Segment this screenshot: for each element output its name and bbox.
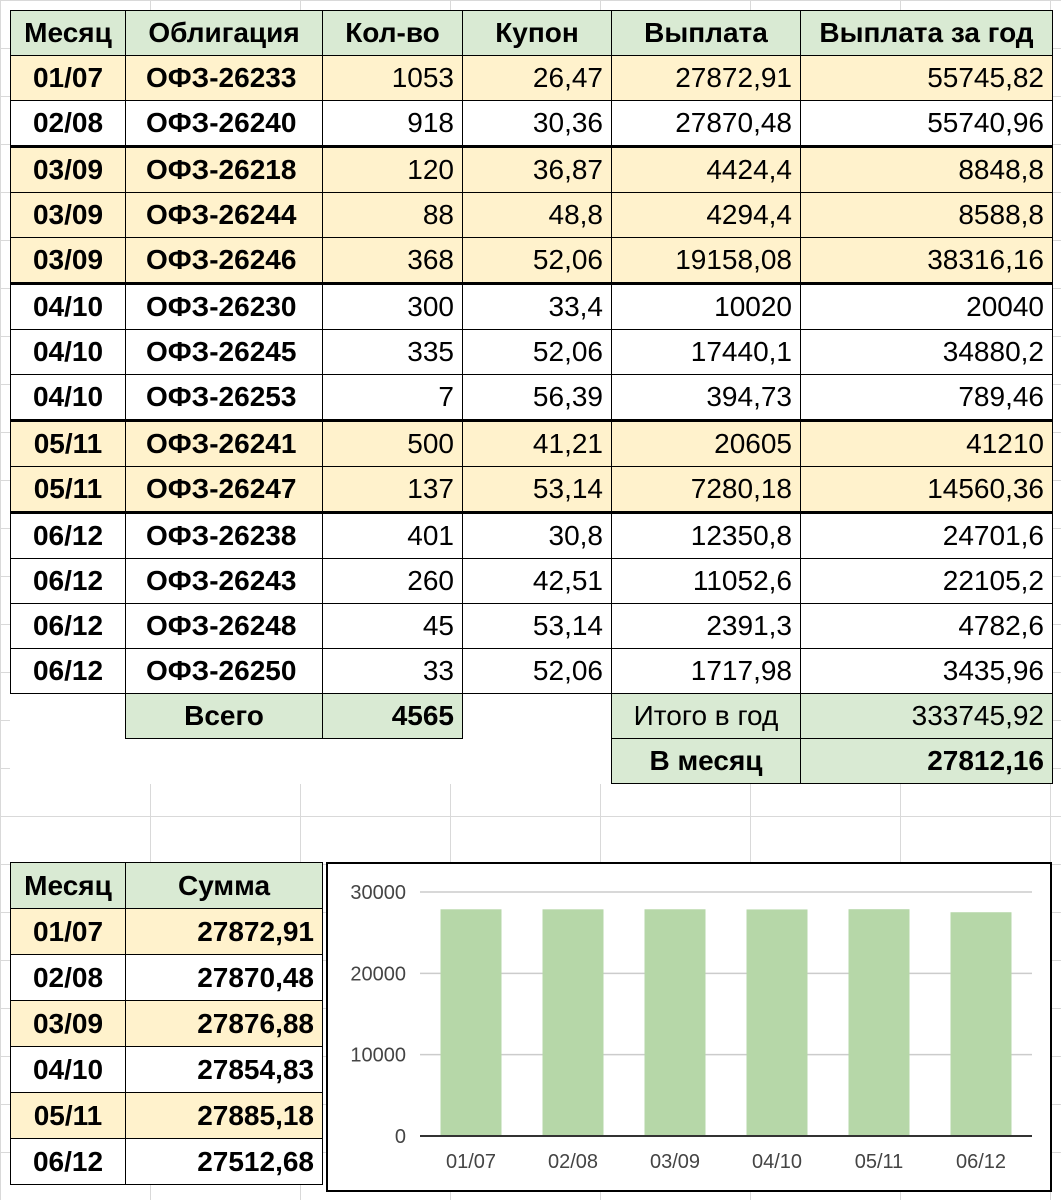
empty-cell[interactable] bbox=[323, 739, 463, 784]
cell-month[interactable]: 02/08 bbox=[11, 101, 126, 147]
sum-cell-value[interactable]: 27512,68 bbox=[126, 1139, 323, 1185]
cell-month[interactable]: 05/11 bbox=[11, 467, 126, 513]
cell-bond[interactable]: ОФЗ-26253 bbox=[126, 375, 323, 421]
cell-bond[interactable]: ОФЗ-26238 bbox=[126, 513, 323, 559]
cell-payment-year[interactable]: 24701,6 bbox=[801, 513, 1053, 559]
sum-cell-value[interactable]: 27854,83 bbox=[126, 1047, 323, 1093]
cell-bond[interactable]: ОФЗ-26243 bbox=[126, 559, 323, 604]
x-tick-label: 03/09 bbox=[649, 1151, 701, 1173]
cell-payment-year[interactable]: 34880,2 bbox=[801, 330, 1053, 375]
sum-row bbox=[11, 1093, 323, 1139]
year-total-value[interactable]: 333745,92 bbox=[801, 694, 1053, 739]
cell-coupon[interactable]: 26,47 bbox=[463, 56, 612, 101]
header-payment[interactable]: Выплата bbox=[612, 11, 801, 56]
x-tick-label: 02/08 bbox=[547, 1151, 599, 1173]
sum-cell-month[interactable]: 04/10 bbox=[11, 1047, 126, 1093]
cell-payment[interactable]: 17440,1 bbox=[612, 330, 801, 375]
cell-bond[interactable]: ОФЗ-26241 bbox=[126, 421, 323, 467]
table-row bbox=[11, 56, 1053, 101]
cell-bond[interactable]: ОФЗ-26248 bbox=[126, 604, 323, 649]
sum-header-month[interactable]: Месяц bbox=[11, 863, 126, 909]
cell-coupon[interactable]: 48,8 bbox=[463, 193, 612, 238]
cell-payment[interactable]: 2391,3 bbox=[612, 604, 801, 649]
cell-month[interactable]: 03/09 bbox=[11, 193, 126, 238]
month-total-value[interactable]: 27812,16 bbox=[801, 739, 1053, 784]
empty-cell[interactable] bbox=[463, 694, 612, 739]
bar-02/08[interactable] bbox=[543, 909, 604, 1136]
bar-03/09[interactable] bbox=[645, 909, 706, 1136]
year-total-label[interactable]: Итого в год bbox=[612, 694, 801, 739]
table-row bbox=[11, 147, 1053, 193]
cell-qty[interactable]: 500 bbox=[323, 421, 463, 467]
sum-header-sum[interactable]: Сумма bbox=[126, 863, 323, 909]
cell-qty[interactable]: 260 bbox=[323, 559, 463, 604]
cell-payment[interactable]: 20605 bbox=[612, 421, 801, 467]
bar-chart[interactable] bbox=[326, 862, 1052, 1192]
table-row bbox=[11, 375, 1053, 421]
sum-row bbox=[11, 1139, 323, 1185]
sum-header-row bbox=[11, 863, 323, 909]
cell-coupon[interactable]: 33,4 bbox=[463, 284, 612, 330]
header-row bbox=[11, 11, 1053, 56]
table-row bbox=[11, 101, 1053, 147]
cell-qty[interactable]: 918 bbox=[323, 101, 463, 147]
empty-cell[interactable] bbox=[11, 739, 126, 784]
cell-coupon[interactable]: 30,36 bbox=[463, 101, 612, 147]
cell-month[interactable]: 06/12 bbox=[11, 604, 126, 649]
cell-payment-year[interactable]: 8588,8 bbox=[801, 193, 1053, 238]
sum-cell-month[interactable]: 02/08 bbox=[11, 955, 126, 1001]
cell-month[interactable]: 03/09 bbox=[11, 147, 126, 193]
table-row bbox=[11, 284, 1053, 330]
table-row bbox=[11, 649, 1053, 694]
cell-bond[interactable]: ОФЗ-26244 bbox=[126, 193, 323, 238]
cell-coupon[interactable]: 56,39 bbox=[463, 375, 612, 421]
total-label[interactable]: Всего bbox=[126, 694, 323, 739]
cell-bond[interactable]: ОФЗ-26250 bbox=[126, 649, 323, 694]
total-qty[interactable]: 4565 bbox=[323, 694, 463, 739]
cell-month[interactable]: 04/10 bbox=[11, 375, 126, 421]
cell-bond[interactable]: ОФЗ-26240 bbox=[126, 101, 323, 147]
cell-coupon[interactable]: 42,51 bbox=[463, 559, 612, 604]
table-row bbox=[11, 193, 1053, 238]
sum-cell-month[interactable]: 06/12 bbox=[11, 1139, 126, 1185]
cell-payment-year[interactable]: 789,46 bbox=[801, 375, 1053, 421]
cell-payment[interactable]: 10020 bbox=[612, 284, 801, 330]
bar-04/10[interactable] bbox=[747, 909, 808, 1136]
cell-payment-year[interactable]: 4782,6 bbox=[801, 604, 1053, 649]
header-coupon[interactable]: Купон bbox=[463, 11, 612, 56]
table-row bbox=[11, 467, 1053, 513]
y-tick-label: 30000 bbox=[350, 882, 406, 904]
empty-cell[interactable] bbox=[463, 739, 612, 784]
cell-payment[interactable]: 19158,08 bbox=[612, 238, 801, 284]
bar-06/12[interactable] bbox=[951, 912, 1012, 1136]
table-row bbox=[11, 238, 1053, 284]
header-payment-year[interactable]: Выплата за год bbox=[801, 11, 1053, 56]
cell-qty[interactable]: 7 bbox=[323, 375, 463, 421]
cell-payment[interactable]: 7280,18 bbox=[612, 467, 801, 513]
cell-month[interactable]: 04/10 bbox=[11, 330, 126, 375]
cell-coupon[interactable]: 52,06 bbox=[463, 238, 612, 284]
cell-month[interactable]: 06/12 bbox=[11, 513, 126, 559]
cell-payment-year[interactable]: 20040 bbox=[801, 284, 1053, 330]
sum-row bbox=[11, 909, 323, 955]
cell-coupon[interactable]: 52,06 bbox=[463, 330, 612, 375]
cell-payment[interactable]: 4424,4 bbox=[612, 147, 801, 193]
sum-row bbox=[11, 1047, 323, 1093]
cell-payment[interactable]: 4294,4 bbox=[612, 193, 801, 238]
header-month[interactable]: Месяц bbox=[11, 11, 126, 56]
cell-bond[interactable]: ОФЗ-26246 bbox=[126, 238, 323, 284]
cell-month[interactable]: 04/10 bbox=[11, 284, 126, 330]
cell-coupon[interactable]: 53,14 bbox=[463, 467, 612, 513]
cell-payment[interactable]: 27870,48 bbox=[612, 101, 801, 147]
cell-payment-year[interactable]: 38316,16 bbox=[801, 238, 1053, 284]
cell-payment[interactable]: 11052,6 bbox=[612, 559, 801, 604]
sum-cell-month[interactable]: 03/09 bbox=[11, 1001, 126, 1047]
sum-cell-value[interactable]: 27872,91 bbox=[126, 909, 323, 955]
cell-payment-year[interactable]: 41210 bbox=[801, 421, 1053, 467]
cell-month[interactable]: 05/11 bbox=[11, 421, 126, 467]
cell-bond[interactable]: ОФЗ-26233 bbox=[126, 56, 323, 101]
cell-month[interactable]: 03/09 bbox=[11, 238, 126, 284]
table-row bbox=[11, 330, 1053, 375]
cell-qty[interactable]: 368 bbox=[323, 238, 463, 284]
sum-cell-month[interactable]: 01/07 bbox=[11, 909, 126, 955]
cell-qty[interactable]: 88 bbox=[323, 193, 463, 238]
header-bond[interactable]: Облигация bbox=[126, 11, 323, 56]
y-tick-label: 10000 bbox=[350, 1044, 406, 1067]
cell-qty[interactable]: 1053 bbox=[323, 56, 463, 101]
month-total-label[interactable]: В месяц bbox=[612, 739, 801, 784]
empty-cell[interactable] bbox=[126, 739, 323, 784]
sum-cell-value[interactable]: 27876,88 bbox=[126, 1001, 323, 1047]
y-tick-label: 20000 bbox=[350, 963, 406, 986]
chart-svg bbox=[328, 864, 1050, 1190]
cell-payment-year[interactable]: 14560,36 bbox=[801, 467, 1053, 513]
cell-bond[interactable]: ОФЗ-26247 bbox=[126, 467, 323, 513]
cell-month[interactable]: 01/07 bbox=[11, 56, 126, 101]
cell-qty[interactable]: 300 bbox=[323, 284, 463, 330]
bar-01/07[interactable] bbox=[441, 909, 502, 1136]
table-row bbox=[11, 559, 1053, 604]
bar-05/11[interactable] bbox=[849, 909, 910, 1136]
cell-qty[interactable]: 137 bbox=[323, 467, 463, 513]
sum-cell-month[interactable]: 05/11 bbox=[11, 1093, 126, 1139]
cell-coupon[interactable]: 52,06 bbox=[463, 649, 612, 694]
sum-row bbox=[11, 1001, 323, 1047]
cell-qty[interactable]: 120 bbox=[323, 147, 463, 193]
monthly-sum-table bbox=[10, 862, 323, 1185]
x-tick-label: 04/10 bbox=[751, 1151, 803, 1173]
cell-month[interactable]: 06/12 bbox=[11, 649, 126, 694]
empty-cell[interactable] bbox=[11, 694, 126, 739]
month-total-row bbox=[11, 739, 1053, 784]
table-row bbox=[11, 604, 1053, 649]
sum-cell-value[interactable]: 27870,48 bbox=[126, 955, 323, 1001]
x-tick-label: 06/12 bbox=[955, 1151, 1007, 1173]
cell-bond[interactable]: ОФЗ-26230 bbox=[126, 284, 323, 330]
cell-payment-year[interactable]: 55745,82 bbox=[801, 56, 1053, 101]
cell-payment-year[interactable]: 55740,96 bbox=[801, 101, 1053, 147]
cell-coupon[interactable]: 36,87 bbox=[463, 147, 612, 193]
cell-qty[interactable]: 401 bbox=[323, 513, 463, 559]
sum-row bbox=[11, 955, 323, 1001]
cell-payment-year[interactable]: 8848,8 bbox=[801, 147, 1053, 193]
cell-bond[interactable]: ОФЗ-26218 bbox=[126, 147, 323, 193]
x-tick-label: 01/07 bbox=[445, 1151, 497, 1173]
cell-payment-year[interactable]: 3435,96 bbox=[801, 649, 1053, 694]
x-tick-label: 05/11 bbox=[854, 1151, 904, 1173]
cell-payment[interactable]: 394,73 bbox=[612, 375, 801, 421]
cell-coupon[interactable]: 30,8 bbox=[463, 513, 612, 559]
cell-payment-year[interactable]: 22105,2 bbox=[801, 559, 1053, 604]
bonds-table bbox=[10, 10, 1053, 784]
cell-coupon[interactable]: 41,21 bbox=[463, 421, 612, 467]
y-tick-label: 0 bbox=[394, 1126, 406, 1148]
cell-payment[interactable]: 1717,98 bbox=[612, 649, 801, 694]
cell-qty[interactable]: 33 bbox=[323, 649, 463, 694]
cell-payment[interactable]: 12350,8 bbox=[612, 513, 801, 559]
table-row bbox=[11, 513, 1053, 559]
table-row bbox=[11, 421, 1053, 467]
cell-coupon[interactable]: 53,14 bbox=[463, 604, 612, 649]
cell-month[interactable]: 06/12 bbox=[11, 559, 126, 604]
cell-bond[interactable]: ОФЗ-26245 bbox=[126, 330, 323, 375]
cell-qty[interactable]: 335 bbox=[323, 330, 463, 375]
cell-qty[interactable]: 45 bbox=[323, 604, 463, 649]
cell-payment[interactable]: 27872,91 bbox=[612, 56, 801, 101]
header-qty[interactable]: Кол-во bbox=[323, 11, 463, 56]
total-row bbox=[11, 694, 1053, 739]
sum-cell-value[interactable]: 27885,18 bbox=[126, 1093, 323, 1139]
